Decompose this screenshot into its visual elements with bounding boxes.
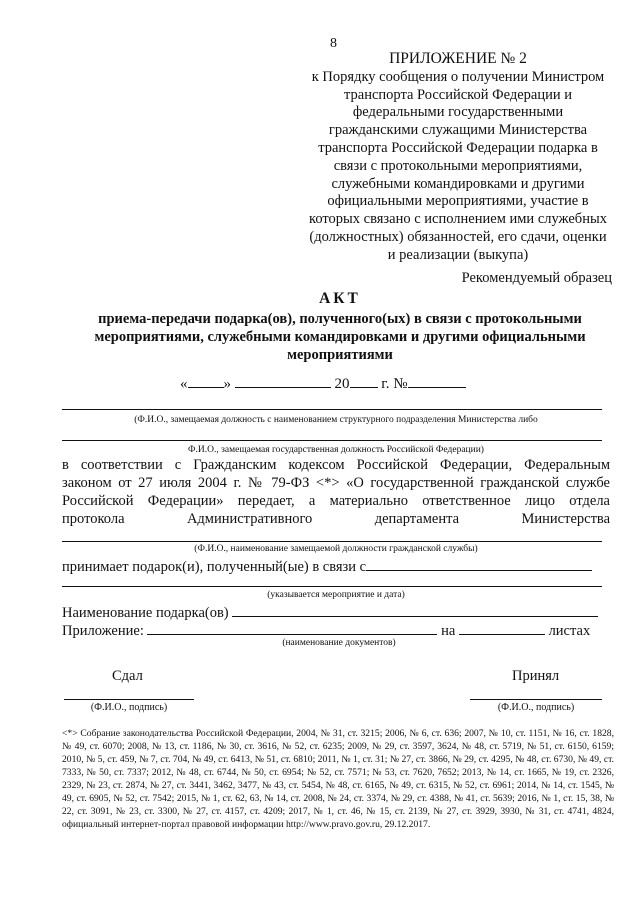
- handed-label: Сдал: [112, 668, 143, 684]
- gift-name-field[interactable]: [232, 602, 598, 617]
- act-heading-line: мероприятиями, служебными командировками и другими официальными: [94, 329, 586, 345]
- caption-fio-2: Ф.И.О., замещаемая государственная должность Российской Федерации): [188, 445, 484, 455]
- annex-line: служебными командировками и другими: [331, 175, 585, 192]
- caption-fio-3: (Ф.И.О., наименование замещаемой должности гражданской службы): [194, 544, 478, 554]
- year-prefix: 20: [334, 376, 350, 392]
- body-line: Российской Федерации» передает, а материально ответственное лицо отдела: [62, 493, 610, 509]
- annex-line: к Порядку сообщения о получении Министром: [311, 68, 605, 85]
- attachment-field[interactable]: [147, 620, 437, 635]
- act-heading: [66, 290, 614, 364]
- annex-line: транспорта Российской Федерации и: [344, 86, 572, 103]
- annex-line: связи с протокольными мероприятиями,: [333, 157, 583, 174]
- body-line: протокола Административного департамента Министерства: [62, 511, 610, 527]
- gift-name-label: Наименование подарка(ов): [62, 605, 229, 621]
- annex-line: (должностных) обязанностей, его сдачи, оценки: [309, 228, 607, 245]
- number-field[interactable]: [408, 373, 466, 388]
- close-quote: »: [223, 376, 231, 392]
- accepts-text: принимает подарок(и), полученный(ые) в связи с: [62, 559, 367, 575]
- fio-line-1[interactable]: [62, 409, 602, 410]
- annex-line: федеральными государственными: [352, 104, 564, 121]
- annex-line: транспорта Российской Федерации подарка в: [318, 139, 598, 156]
- event-line-2[interactable]: [62, 586, 602, 587]
- handed-signature-line[interactable]: [64, 699, 194, 700]
- annex-line: гражданскими служащими Министерства: [328, 122, 588, 139]
- accepts-row: [62, 556, 592, 576]
- sheets-count-field[interactable]: [459, 620, 545, 635]
- gift-name-row: [62, 602, 598, 622]
- body-line: законом от 27 июля 2004 г. № 79-ФЗ <*> «О государственной гражданской службе: [62, 475, 610, 491]
- caption-sig-right: (Ф.И.О., подпись): [497, 702, 575, 713]
- caption-fio-1: (Ф.И.О., замещаемая должность с наименованием структурного подразделения Министерства либо: [134, 415, 538, 425]
- annex-title: ПРИЛОЖЕНИЕ № 2: [389, 50, 527, 67]
- attachment-label: Приложение:: [62, 623, 144, 639]
- annex-block: [300, 50, 616, 265]
- attachment-row: [62, 620, 590, 640]
- footnote: <*> Собрание законодательства Российской Федерации, 2004, № 31, ст. 3215; 2006, № 6, ст. 636; 2007, № 10, ст. 1151, № 16, ст. 1828, № 49, ст. 6070; 2008, № 13, ст. 1186, № 30, ст. 3616, № 52, ст. 6235; 2009, № 29, ст. 3597, 3624, № 48, ст. 5719, № 51, ст. 6150, 6159; 2010, № 5, ст. 459, № 7, ст. 704, № 49, ст. 6413, № 51, ст. 6810; 2011, № 1, ст. 31; № 27, ст. 3866, № 29, ст. 4295, № 48, ст. 6730, № 49, ст. 7333, № 50, ст. 7337; 2012, № 48, ст. 6744, № 50, ст. 6954; № 52, ст. 7571; № 53, ст. 7620, 7652; 2013, № 14, ст. 1665, № 19, ст. 2326, 2329, № 23, ст. 2874, № 27, ст. 3441, 3462, 3477, № 43, ст. 5454, № 48, ст. 6165, № 49, ст. 6315, № 52, ст. 6961; 2014, № 14, ст. 1545, № 49, ст. 6905, № 52, ст. 7542; 2015, № 1, ст. 62, 63, № 14, ст. 2008, № 24, ст. 3374, № 29, ст. 4388, № 41, ст. 5639; 2016, № 1, ст. 15, 38, № 22, ст. 3091, № 23, ст. 3300, № 27, ст. 4157, ст. 4209; 2017, № 1, ст. 46, № 15, ст. 2139, № 27, ст. 3929, 3930, № 31, ст. 4741, 4824, официальный интернет-портал правовой информации http://www.pravo.gov.ru, 29.12.2017.: [62, 728, 614, 830]
- number-label: г. №: [381, 376, 408, 392]
- month-field[interactable]: [235, 373, 331, 388]
- act-heading-line: приема-передачи подарка(ов), полученного(ых) в связи с протокольными: [98, 311, 582, 327]
- caption-event: (указывается мероприятие и дата): [267, 590, 405, 600]
- received-label: Принял: [512, 668, 560, 684]
- caption-docs: (наименование документов): [282, 638, 396, 648]
- fio-line-2[interactable]: [62, 440, 602, 441]
- event-field[interactable]: [366, 556, 592, 571]
- act-heading-line: мероприятиями: [287, 347, 393, 363]
- date-line: [180, 373, 466, 393]
- caption-sig-left: (Ф.И.О., подпись): [90, 702, 168, 713]
- open-quote: «: [180, 376, 188, 392]
- year-field[interactable]: [350, 373, 378, 388]
- received-signature-line[interactable]: [470, 699, 602, 700]
- annex-line: и реализации (выкупа): [387, 246, 529, 263]
- on-label: на: [441, 623, 456, 639]
- body-text: [62, 456, 610, 528]
- act-title: АКТ: [319, 290, 361, 307]
- sheets-label: листах: [548, 623, 591, 639]
- annex-line: которых связано с исполнением ими служебных: [309, 211, 607, 228]
- day-field[interactable]: [188, 373, 224, 388]
- body-line: в соответствии с Гражданским кодексом Российской Федерации, Федеральным: [62, 457, 610, 473]
- annex-line: официальными мероприятиями, участие в: [327, 193, 589, 210]
- sample-label: Рекомендуемый образец: [461, 270, 612, 286]
- page-number: 8: [330, 36, 337, 51]
- fio-line-3[interactable]: [62, 541, 602, 542]
